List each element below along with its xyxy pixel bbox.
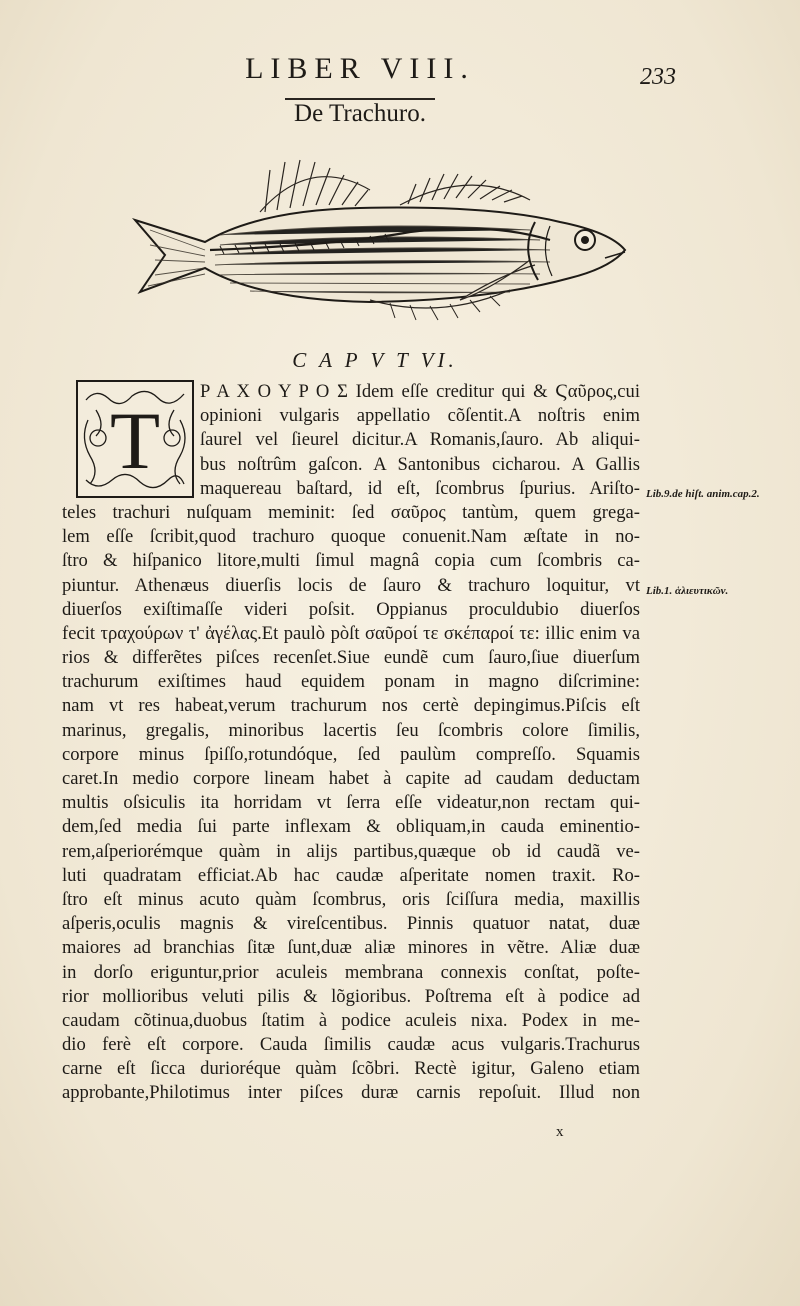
text-line: aſperis,oculis magnis & vireſcentibus. Pinnis quatuor natat, duæ [62,913,640,935]
text-line: trachurum exiſtimes haud equidem ponam in magno diſcrimine: [62,671,640,693]
text-line: rem,aſperiorémque quàm in alijs partibus,quæque ob id caudã ve- [62,840,640,862]
margin-note: Lib.1. ἁλιευτικῶν. [646,585,729,597]
text-line: fecit τραχούρων τ' ἀγέλας.Et paulò pòſt σαῦροί τε σκέπαροί τε: illic enim va [62,622,640,644]
text-line: rior mollioribus veluti pilis & lõgioribus. Poſtrema eſt à podice ad [62,985,640,1007]
text-line: corpore minus ſpiſſo,rotundóque, ſed paulùm compreſſo. Squamis [62,743,640,765]
svg-text:T: T [109,395,161,486]
text-line: lem eſſe ſcribit,quod trachuro quoque conuenit.Nam æſtate in no- [62,526,640,548]
text-line: bus noſtrûm gaſcon. A Santonibus cicharou. A Gallis [200,453,640,475]
main-text [62,380,640,1106]
fish-illustration [110,150,630,350]
text-line: dio ferè eſt corpore. Cauda ſimilis caudæ acus vulgaris.Trachurus [62,1034,640,1056]
text-line: dem,ſed media ſui parte inflexam & obliquam,in cauda eminentio- [62,816,640,838]
text-line: ſaurel vel ſieurel dicitur.A Romanis,ſauro. Ab aliqui- [200,429,640,451]
text-line: ſtro eſt minus acuto quàm ſcombrus, oris ſciſſura media, maxillis [62,888,640,910]
text-line: multis oſsiculis ita horridam vt ſerra eſſe videatur,non rectam qui- [62,792,640,814]
text-line: rios & differẽtes piſces recenſet.Siue eundẽ cum ſauro,ſiue diuerſum [62,647,640,669]
text-line: caudam cõtinua,duobus ſtatim à podice aculeis nixa. Podex in me- [62,1009,640,1031]
text-line: marinus, gregalis, minoribus lacertis ſeu ſcombris colore ſimilis, [62,719,640,741]
catchword: x [556,1124,564,1140]
text-line: caret.In medio corpore lineam habet à capite ad caudam deductam [62,768,640,789]
chapter-heading: C A P V T VI. [292,348,458,372]
text-line: ſtro & hiſpanico litore,multi ſimul magnâ copia cum ſcombris ca- [62,550,640,572]
text-line: diuerſos exiſtimaſſe videri poſsit. Oppianus proculdubio diuerſos [62,598,640,620]
margin-note: Lib.9.de hiſt. anim.cap.2. [646,488,760,500]
text-line: maiores ad branchias ſitæ ſunt,duæ aliæ minores in vẽtre. Aliæ duæ [62,937,640,959]
text-line: carne eſt ſicca durioréque quàm ſcõbri. Rectè igitur, Galeno etiam [62,1058,640,1080]
page-number: 233 [640,64,676,90]
text-line: in dorſo eriguntur,prior aculeis membrana connexis conſtat, poſte- [62,961,640,983]
text-line: opinioni vulgaris appellatio cõſentit.A noſtris enim [200,405,640,427]
text-line: approbante,Philotimus inter piſces duræ carnis repoſuit. Illud non [62,1082,640,1104]
text-line: nam vt res habeat,verum trachurum nos certè depingimus.Piſcis eſt [62,695,640,717]
section-title: De Trachuro. [294,100,426,127]
running-head: LIBER VIII. [245,52,475,85]
text-line: teles trachuri nuſquam meminit: ſed σαῦρος tantùm, quem grega- [62,501,640,523]
text-line: maquereau baſtard, id eſt, ſcombrus ſpurius. Ariſto- [200,477,640,499]
text-line: luti quadratam efficiat.Ab hac caudæ aſperitate nomen traxit. Ro- [62,864,640,886]
text-line: P A X O Y P O Σ Idem eſſe creditur qui & Ϛαῦρος,cui [200,381,640,402]
text-line: piuntur. Athenæus diuerſis locis de ſauro & trachuro loquitur, vt [62,574,640,596]
